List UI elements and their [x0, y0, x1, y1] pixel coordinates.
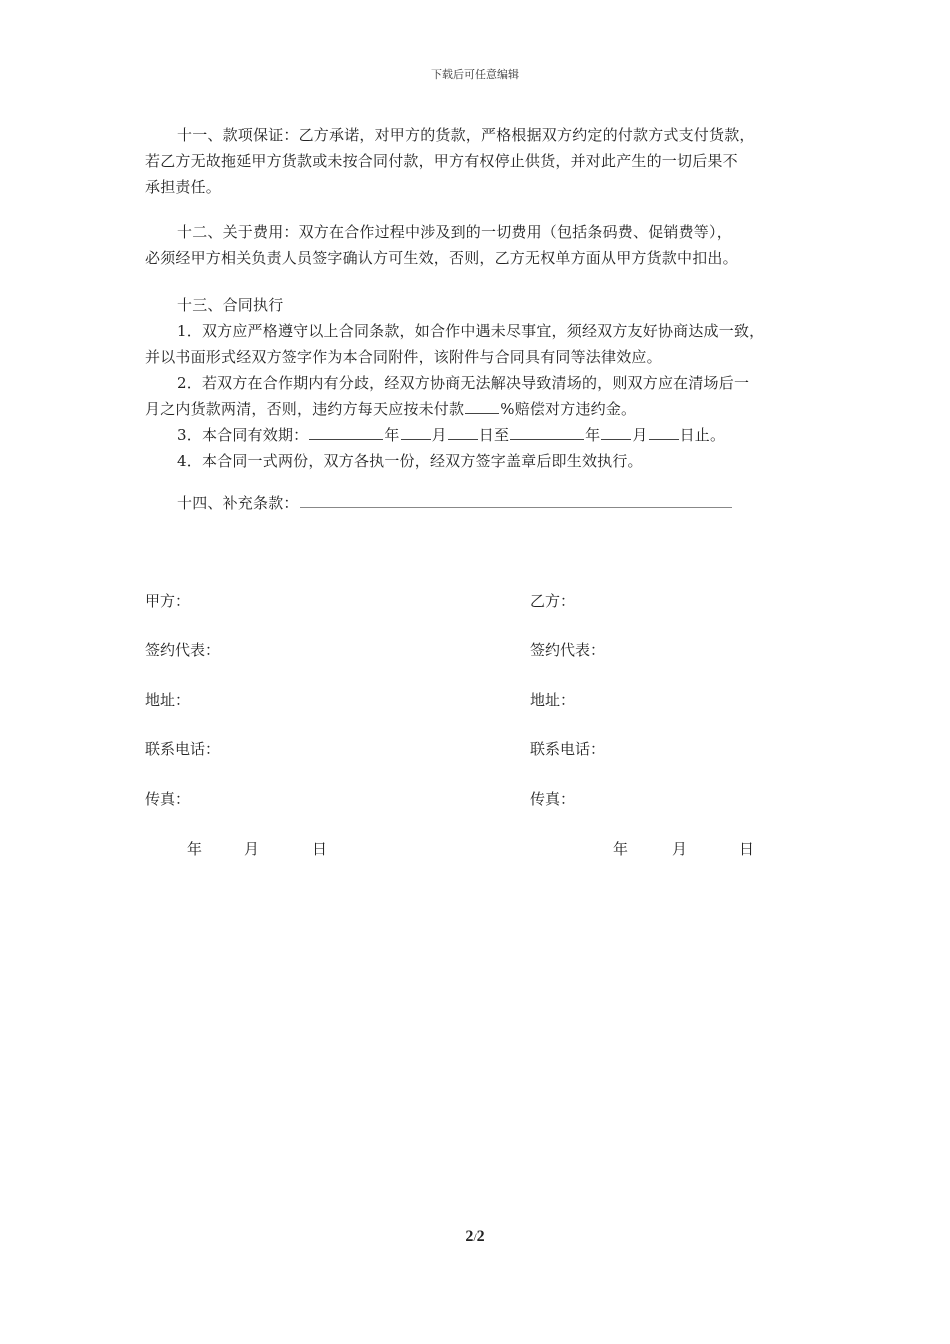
party-b-representative: 签约代表：: [530, 641, 606, 659]
clause-11-line-1: 十一、款项保证：乙方承诺，对甲方的货款，严格根据双方约定的付款方式支付货款，: [177, 126, 755, 144]
page-header: 下载后可任意编辑: [431, 68, 519, 81]
clause-12-line-2: 必须经甲方相关负责人员签字确认方可生效，否则，乙方无权单方面从甲方货款中扣出。: [145, 249, 738, 267]
supplementary-terms-label: 十四、补充条款：: [177, 494, 299, 512]
party-b-day: 日: [739, 840, 755, 858]
page-number: [0, 1228, 950, 1246]
party-b-phone: 联系电话：: [530, 740, 606, 758]
party-a-month: 月: [244, 840, 260, 858]
start-day-blank[interactable]: [448, 424, 478, 440]
party-a-day: 日: [312, 840, 328, 858]
party-a-name: 甲方：: [145, 592, 191, 610]
clause-11: [145, 122, 817, 200]
clause-11-line-2: 若乙方无故拖延甲方货款或未按合同付款，甲方有权停止供货，并对此产生的一切后果不: [145, 152, 738, 170]
end-year-label: 年: [585, 426, 601, 444]
party-a-address: 地址：: [145, 691, 191, 709]
end-day-label: 日止。: [679, 426, 726, 444]
clause-13-item-2-line-1: 2．若双方在合作期内有分歧，经双方协商无法解决导致清场的，则双方应在清场后一: [177, 374, 750, 392]
clause-13-item-2-text-b: %赔偿对方违约金。: [500, 400, 637, 418]
penalty-rate-blank[interactable]: [465, 398, 499, 414]
clause-13-item-4: 4．本合同一式两份，双方各执一份，经双方签字盖章后即生效执行。: [177, 452, 643, 470]
start-month-label: 月: [431, 426, 447, 444]
party-a-phone: 联系电话：: [145, 740, 221, 758]
page-total: 2: [476, 1228, 485, 1245]
supplementary-terms-blank[interactable]: [300, 492, 732, 508]
end-year-blank[interactable]: [510, 424, 584, 440]
party-a-year: 年: [187, 840, 203, 858]
clause-13-item-1-line-2: 并以书面形式经双方签字作为本合同附件，该附件与合同具有同等法律效应。: [145, 348, 662, 366]
clause-13-item-3: [145, 422, 817, 448]
party-a-fax: 传真：: [145, 790, 191, 808]
start-day-label: 日至: [478, 426, 510, 444]
party-a-representative: 签约代表：: [145, 641, 221, 659]
page-current: 2: [465, 1228, 474, 1245]
clause-13-item-1-line-1: 1．双方应严格遵守以上合同条款，如合作中遇未尽事宜，须经双方友好协商达成一致，: [177, 322, 765, 340]
end-month-blank[interactable]: [601, 424, 631, 440]
clause-13-title: 十三、合同执行: [177, 296, 284, 314]
party-b-name: 乙方：: [530, 592, 576, 610]
validity-label: 3．本合同有效期：: [177, 426, 309, 444]
clause-13-item-2-text-a: 月之内货款两清，否则，违约方每天应按未付款: [145, 400, 465, 418]
end-month-label: 月: [632, 426, 648, 444]
start-month-blank[interactable]: [401, 424, 431, 440]
clause-11-line-3: 承担责任。: [145, 178, 222, 196]
clause-13: [145, 292, 817, 474]
start-year-label: 年: [384, 426, 400, 444]
page-separator: /: [473, 1230, 477, 1244]
party-b-address: 地址：: [530, 691, 576, 709]
party-b-month: 月: [672, 840, 688, 858]
clause-12-line-1: 十二、关于费用：双方在合作过程中涉及到的一切费用（包括条码费、促销费等），: [177, 223, 732, 241]
party-b-fax: 传真：: [530, 790, 576, 808]
clause-14: [145, 490, 817, 516]
end-day-blank[interactable]: [649, 424, 679, 440]
start-year-blank[interactable]: [309, 424, 383, 440]
clause-13-item-2-line-2: [145, 396, 817, 422]
clause-12: [145, 219, 817, 271]
party-b-year: 年: [613, 840, 629, 858]
